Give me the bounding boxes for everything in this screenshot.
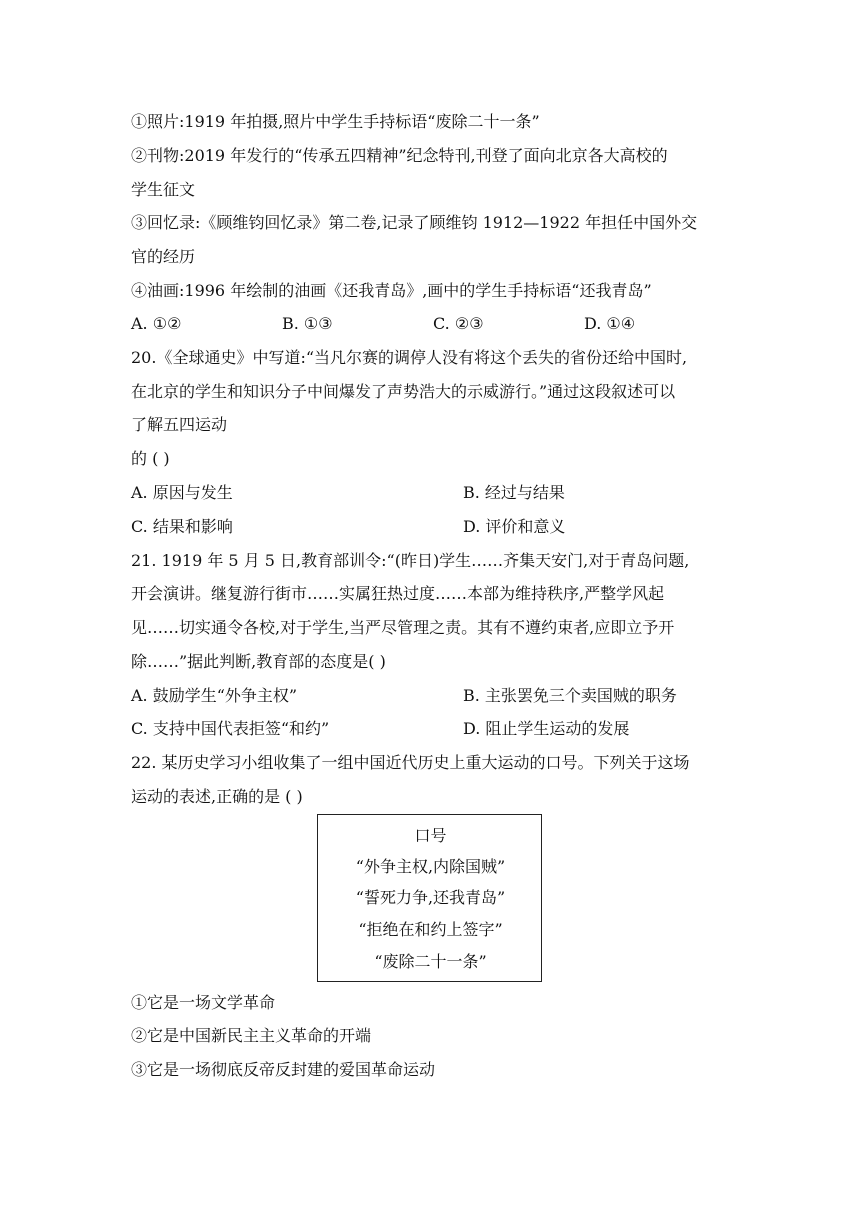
q21-stem-line-2: 开会演讲。继复游行街市……实属狂热过度……本部为维持秩序,严整学风起 [131,584,665,603]
slogan-2: “誓死力争,还我青岛” [355,888,506,907]
q22-item-1: ①它是一场文学革命 [131,993,276,1012]
q19-item-2: ②刊物:2019 年发行的“传承五四精神”纪念特刊,刊登了面向北京各大高校的 [131,146,668,165]
q22-item-3: ③它是一场彻底反帝反封建的爱国革命运动 [131,1060,436,1079]
q21-option-d[interactable]: D. 阻止学生运动的发展 [463,719,630,738]
q19-option-c[interactable]: C. ②③ [433,314,484,333]
q20-stem-line-4: 的 ( ) [131,449,170,468]
q21-option-c[interactable]: C. 支持中国代表拒签“和约” [131,719,330,738]
q20-option-a[interactable]: A. 原因与发生 [131,483,233,502]
slogan-box-title: 口号 [414,826,447,845]
q19-option-a[interactable]: A. ①② [131,314,182,333]
q20-option-d[interactable]: D. 评价和意义 [463,517,566,536]
q19-item-3: ③回忆录:《顾维钧回忆录》第二卷,记录了顾维钧 1912—1922 年担任中国外交 [131,213,698,232]
q22-stem-line-2: 运动的表述,正确的是 ( ) [131,787,303,806]
q20-option-b[interactable]: B. 经过与结果 [463,483,565,502]
q21-stem-line-3: 见……切实通令各校,对于学生,当严尽管理之责。其有不遵约束者,应即立予开 [131,618,675,637]
q19-item-1: ①照片:1919 年拍摄,照片中学生手持标语“废除二十一条” [131,112,540,131]
slogan-4: “废除二十一条” [374,952,487,971]
q19-option-d[interactable]: D. ①④ [584,314,636,333]
slogan-box [317,814,542,982]
slogan-3: “拒绝在和约上签字” [358,920,503,939]
q22-item-2: ②它是中国新民主主义革命的开端 [131,1026,372,1045]
slogan-1: “外争主权,内除国贼” [355,857,506,876]
q21-option-a[interactable]: A. 鼓励学生“外争主权” [131,686,298,705]
q20-option-c[interactable]: C. 结果和影响 [131,517,233,536]
q21-stem-line-4: 除……”据此判断,教育部的态度是( ) [131,652,386,671]
q19-item-3-cont: 官的经历 [131,247,196,266]
q19-item-4: ④油画:1996 年绘制的油画《还我青岛》,画中的学生手持标语“还我青岛” [131,281,652,300]
q20-stem-line-3: 了解五四运动 [131,415,228,434]
q21-option-b[interactable]: B. 主张罢免三个卖国贼的职务 [463,686,677,705]
q21-stem-line-1: 21. 1919 年 5 月 5 日,教育部训令:“(昨日)学生……齐集天安门,对于青岛问题, [131,551,690,570]
q20-stem-line-2: 在北京的学生和知识分子中间爆发了声势浩大的示威游行。”通过这段叙述可以 [131,382,676,401]
q20-stem-line-1: 20.《全球通史》中写道:“当凡尔赛的调停人没有将这个丢失的省份还给中国时, [131,348,688,367]
q19-option-b[interactable]: B. ①③ [282,314,333,333]
q19-item-2-cont: 学生征文 [131,180,196,199]
q22-stem-line-1: 22. 某历史学习小组收集了一组中国近代历史上重大运动的口号。下列关于这场 [131,753,690,772]
